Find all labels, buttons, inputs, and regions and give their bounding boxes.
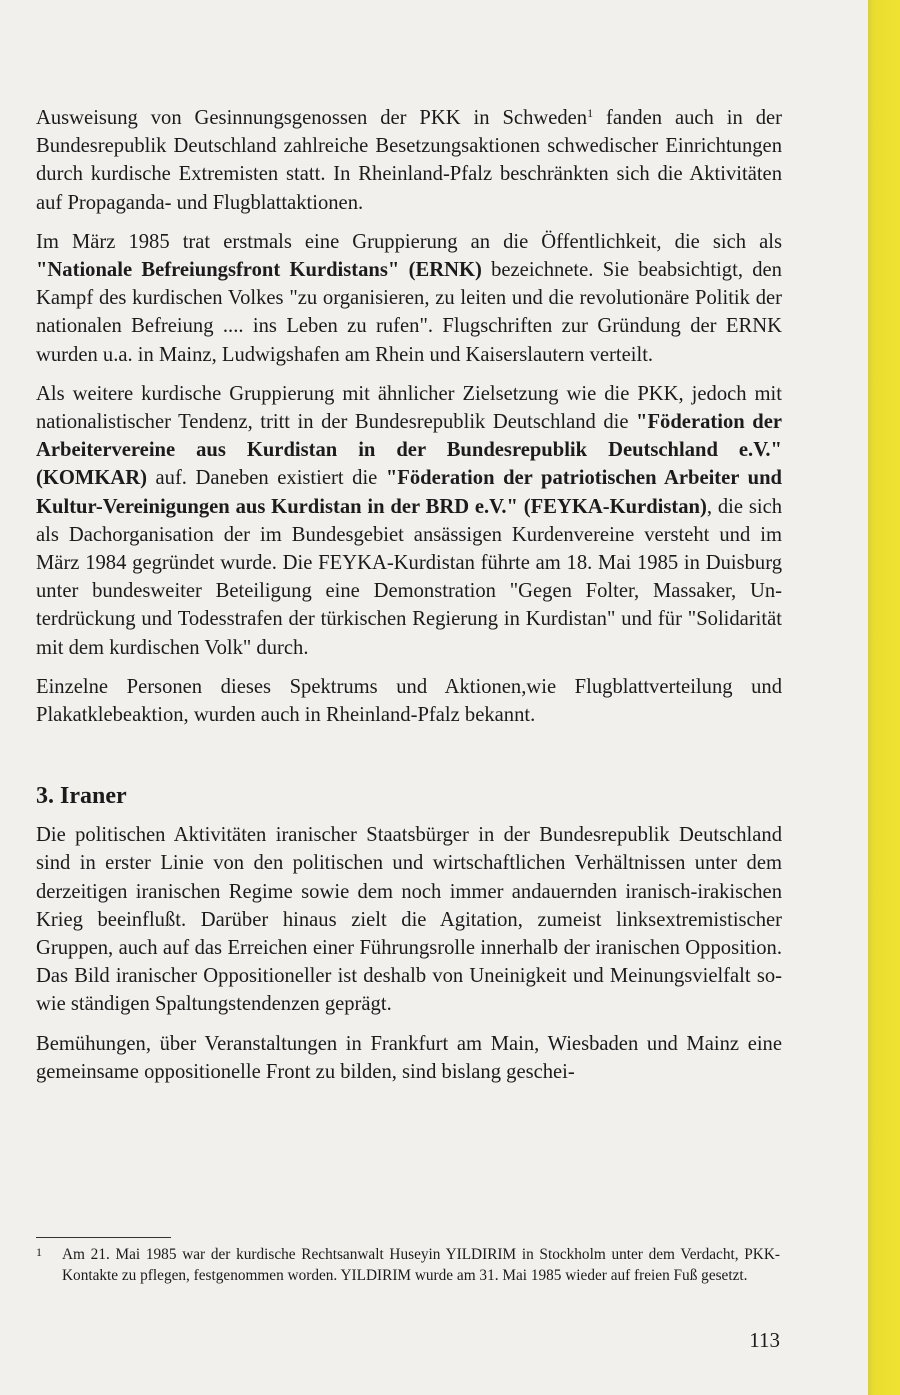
paragraph-text: bezeichnete. Sie beabsichtigt, den Kampf des kurdischen Volkes "zu organisieren, zu leiten und die revolutionäre Politik der nationalen Befreiung .... ins Leben zu rufen". Flugschriften zur Gründung der ERNK wurden u.a. in Mainz, Ludwigshafen am Rhein und Kaiserslautern verteilt. [36,259,782,366]
paragraph-p1 [36,104,782,217]
footnote-divider [36,1237,171,1238]
organization-name: "Nationale Befreiungsfront Kurdistans" (ERNK) [36,259,482,282]
paragraph-text: Bemühungen, über Veranstaltungen in Frankfurt am Main, Wiesbaden und Mainz eine gemeinsame oppositionelle Front zu bilden, sind bislang geschei- [36,1032,782,1083]
paragraph-text: fanden auch in der Bundesrepublik Deutschland zahlreiche Besetzungsaktionen schwedischer Einrichtungen durch kurdische Extremisten statt. In Rheinland-Pfalz beschränkten sich die Aktivitäten auf Propaganda- und Flugblattaktionen. [36,107,782,214]
paragraph-group-iraner [36,821,782,1086]
footnote [36,1244,782,1286]
paragraph-group-kurden [36,104,782,729]
paragraph-text: Im März 1985 trat erstmals eine Gruppierung an die Öffentlichkeit, die sich als [36,230,782,253]
footnote-reference: 1 [587,106,594,120]
paragraph-text: Ausweisung von Gesinnungsgenossen der PKK in Schweden [36,107,588,129]
paragraph-text: auf. Daneben existiert die [146,467,386,490]
page-number: 113 [749,1328,780,1352]
section-heading: 3. Iraner [36,783,127,810]
paragraph-text: Einzelne Personen dieses Spektrums und Aktionen,wie Flugblattverteilung und Plakatklebeaktion, wurden auch in Rheinland-Pfalz bekannt. [36,675,782,727]
page-edge-color-strip [868,0,900,1395]
footnote-mark: 1 [36,1245,42,1259]
paragraph-p6 [36,1030,782,1086]
paragraph-text: Die politischen Aktivitäten iranischer Staatsbürger in der Bundesrepublik Deutschland sind in erster Linie von den politischen und wirtschaftlichen Verhältnissen unter dem derzeitigen iranischen Regime sowie dem noch immer andauernden iranisch-irakischen Krieg beeinflußt. Darüber hinaus zielt die Agitation, zumeist linksextremistischer Gruppen, auch auf das Erreichen einer Führungsrolle innerhalb der iranischen Opposition. Das Bild iranischer Oppositioneller ist deshalb von Uneinigkeit und Meinungsvielfalt sowie ständigen Spaltungstendenzen geprägt. [36,824,782,1016]
organization-name: "Föderation der Arbeitervereine aus Kurdistan in der Bundesrepublik Deutschland e.V." (KOMKAR) [36,411,782,490]
paragraph-p5 [36,821,782,1018]
paragraph-p2 [36,228,782,369]
organization-name: "Föderation der patriotischen Arbeiter und Kultur-Vereinigungen aus Kurdistan in der BRD e.V." (FEYKA-Kurdistan) [36,467,782,518]
page-body [36,104,782,1097]
footnote-text: Am 21. Mai 1985 war der kurdische Rechtsanwalt Huseyin YILDIRIM in Stockholm unter dem Verdacht, PKK-Kontakte zu pflegen, festgenommen worden. YILDIRIM wurde am 31. Mai 1985 wieder auf freien Fuß gesetzt. [62,1246,780,1284]
paragraph-text: Als weitere kurdische Gruppierung mit ähnlicher Zielsetzung wie die PKK, jedoch mit nationalistischer Tendenz, tritt in der Bundesrepublik Deutschland die [36,382,782,434]
paragraph-text: , die sich als Dachorganisation der im Bundesgebiet ansässigen Kurdenvereine versteht und im März 1984 gegründet wurde. Die FEYKA-Kurdistan führte am 18. Mai 1985 in Duisburg unter bundesweiter Beteiligung eine Demonstration "Gegen Folter, Massaker, Unterdrückung und Todesstrafen der türkischen Regierung in Kurdistan" und für "Solidarität mit dem kurdischen Volk" durch. [36,495,783,659]
paragraph-p3 [36,380,782,662]
paragraph-p4 [36,673,782,729]
